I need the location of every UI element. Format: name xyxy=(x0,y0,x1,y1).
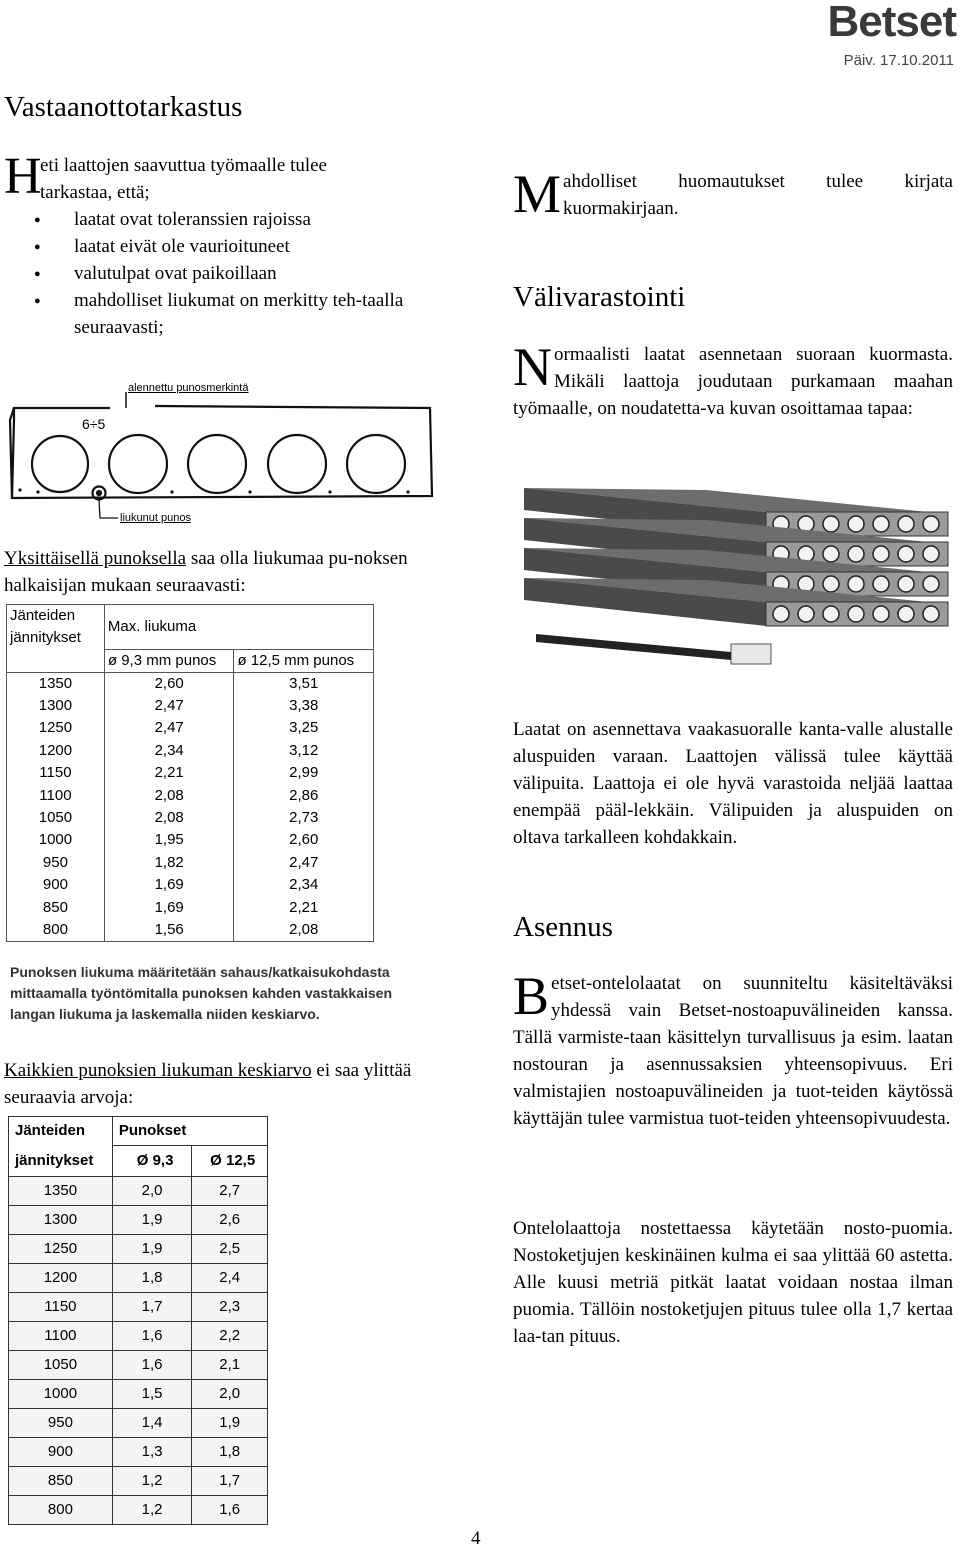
table-cell: 1,82 xyxy=(104,852,234,874)
paragraph-lifting-boom: Ontelolaattoja nostettaessa käytetään nosto-puomia. Nostoketjujen keskinäinen kulma ei saa ylittää 60 astetta. Alle kuusi metriä pitkät laatat voidaan nostaa ilman puomia. Tällöin nostoketjujen pituus tulee olla 1,7 kertaa laa-tan pituus. xyxy=(513,1218,953,1347)
paragraph-average-slip xyxy=(4,1057,434,1111)
page-number: 4 xyxy=(471,1528,481,1549)
intro-line-2: tarkastaa, että; xyxy=(40,182,150,203)
table-cell: 1300 xyxy=(9,1206,113,1235)
table-cell: 2,34 xyxy=(104,740,234,762)
table-cell: 2,6 xyxy=(192,1206,268,1235)
table-cell: 2,47 xyxy=(104,695,234,717)
table-cell: 900 xyxy=(9,1438,113,1467)
list-item: ● laatat eivät ole vaurioituneet xyxy=(4,233,424,260)
slab-core xyxy=(823,546,839,562)
list-item: ● laatat ovat toleranssien rajoissa xyxy=(4,206,424,233)
table-cell: 1350 xyxy=(9,1177,113,1206)
table-cell: 2,1 xyxy=(192,1351,268,1380)
slab-core xyxy=(773,606,789,622)
table-cell: 2,0 xyxy=(192,1380,268,1409)
table-cell: 1000 xyxy=(7,829,105,851)
slab-core xyxy=(848,606,864,622)
table-cell: 2,99 xyxy=(234,762,374,784)
table-cell: 2,5 xyxy=(192,1235,268,1264)
table-cell: 2,7 xyxy=(192,1177,268,1206)
table-cell: 3,38 xyxy=(234,695,374,717)
table-cell: 1200 xyxy=(7,740,105,762)
table-cell: 1,6 xyxy=(192,1496,268,1525)
table-row xyxy=(7,807,374,829)
table-cell: 2,21 xyxy=(104,762,234,784)
table-cell: 1200 xyxy=(9,1264,113,1293)
table-cell: 2,2 xyxy=(192,1322,268,1351)
table-row xyxy=(9,1409,268,1438)
table-row xyxy=(9,1380,268,1409)
sketch-label-bottom: liukunut punos xyxy=(120,512,191,524)
table-cell: 2,3 xyxy=(192,1293,268,1322)
paragraph-storage-rules: Laatat on asennettava vaakasuoralle kanta-valle alustalle aluspuiden varaan. Laattojen välissä tulee käyttää välipuita. Laattoja ei ole hyvä varastoida neljää laattaa enempää pääl-lekkäin. Välipuiden ja aluspuiden on oltava tarkalleen kohdakkain. xyxy=(513,719,953,848)
table-row xyxy=(7,852,374,874)
table-cell: 2,34 xyxy=(234,874,374,896)
slab-core xyxy=(873,546,889,562)
dropcap-m: M xyxy=(513,164,562,224)
table-header: ø 9,3 mm punos xyxy=(104,649,234,672)
table-cell: 850 xyxy=(9,1467,113,1496)
table-cell: 2,4 xyxy=(192,1264,268,1293)
stacked-slabs-illustration xyxy=(516,484,952,678)
table-row xyxy=(9,1235,268,1264)
slab-core xyxy=(873,516,889,532)
table-cell: 950 xyxy=(9,1409,113,1438)
title-vastaanottotarkastus: Vastaanottotarkastus xyxy=(4,91,243,123)
table-cell: 800 xyxy=(7,919,105,942)
paragraph-text: ei saa ylittää seuraavia arvoja: xyxy=(4,1060,412,1108)
paragraph-storage xyxy=(513,337,953,422)
dropcap-n: N xyxy=(513,337,552,397)
underlined-text: Kaikkien punoksien liukuman keskiarvo xyxy=(4,1060,312,1081)
date-label: Päiv. 17.10.2011 xyxy=(843,52,954,69)
table-cell: 1,6 xyxy=(112,1351,192,1380)
list-item: ● valutulpat ovat paikoillaan xyxy=(4,260,424,287)
table-header: Punokset xyxy=(112,1117,267,1146)
table-cell: 1050 xyxy=(7,807,105,829)
table-cell: 1,5 xyxy=(112,1380,192,1409)
table-cell: 1,7 xyxy=(192,1467,268,1496)
base-support xyxy=(536,634,731,660)
table-cell: 1,6 xyxy=(112,1322,192,1351)
table-cell: 1,9 xyxy=(112,1206,192,1235)
table-cell: 2,08 xyxy=(104,785,234,807)
slab-core xyxy=(898,516,914,532)
paragraph-single-strand xyxy=(4,545,434,599)
table-cell: 3,12 xyxy=(234,740,374,762)
table-cell: 2,21 xyxy=(234,897,374,919)
table-cell: 950 xyxy=(7,852,105,874)
sketch-label-top: alennettu punosmerkintä xyxy=(128,382,249,394)
table-cell: 1,3 xyxy=(112,1438,192,1467)
table-row xyxy=(9,1206,268,1235)
table-row xyxy=(7,919,374,942)
table-cell: 1100 xyxy=(7,785,105,807)
table-average-slip xyxy=(8,1116,268,1525)
table-row xyxy=(9,1293,268,1322)
table-cell: 2,60 xyxy=(234,829,374,851)
table-cell: 1000 xyxy=(9,1380,113,1409)
intro-line-1: eti laattojen saavuttua työmaalle tulee xyxy=(40,155,327,176)
table-cell: 1250 xyxy=(7,717,105,739)
table-cell: 1,2 xyxy=(112,1467,192,1496)
table-header: Ø 9,3 xyxy=(112,1146,192,1177)
slab-core xyxy=(923,606,939,622)
paragraph-remarks xyxy=(513,164,953,224)
table-row xyxy=(9,1467,268,1496)
table-cell: 850 xyxy=(7,897,105,919)
slab-core xyxy=(898,576,914,592)
table-cell: 1,8 xyxy=(192,1438,268,1467)
table-row xyxy=(9,1177,268,1206)
table-cell: 1,69 xyxy=(104,897,234,919)
slab-core xyxy=(823,606,839,622)
table-cell: 1,8 xyxy=(112,1264,192,1293)
heading-asennus: Asennus xyxy=(513,911,613,943)
table-row xyxy=(9,1351,268,1380)
table-cell: 1300 xyxy=(7,695,105,717)
sketch-label-value: 6÷5 xyxy=(82,416,106,432)
table-cell: 2,86 xyxy=(234,785,374,807)
table-cell: 900 xyxy=(7,874,105,896)
table-cell: 1250 xyxy=(9,1235,113,1264)
slab-core xyxy=(848,546,864,562)
slab-core xyxy=(898,546,914,562)
table-cell: 1,69 xyxy=(104,874,234,896)
table-row xyxy=(7,762,374,784)
table-header: ø 12,5 mm punos xyxy=(234,649,374,672)
table-cell: 1,95 xyxy=(104,829,234,851)
heading-valivarastointi: Välivarastointi xyxy=(513,281,686,313)
table-cell: 2,47 xyxy=(104,717,234,739)
paragraph-text: saa olla liukumaa pu-noksen halkaisijan mukaan seuraavasti: xyxy=(4,548,408,596)
table-cell: 1350 xyxy=(7,672,105,695)
slab-core xyxy=(798,606,814,622)
list-item: ● mahdolliset liukumat on merkitty teh-taalla seuraavasti; xyxy=(4,287,404,341)
table-row xyxy=(9,1496,268,1525)
slab-core xyxy=(823,516,839,532)
table-cell: 1,9 xyxy=(112,1235,192,1264)
table-header: jännitykset xyxy=(9,1146,113,1177)
table-row xyxy=(9,1322,268,1351)
slab-core xyxy=(848,516,864,532)
slab-core xyxy=(823,576,839,592)
slab-sketch xyxy=(0,378,440,528)
slab-core xyxy=(873,606,889,622)
table-cell: 1100 xyxy=(9,1322,113,1351)
paragraph-text: etset-ontelolaatat on suunniteltu käsiteltäväksi yhdessä vain Betset-nostoapuvälineiden kanssa. Tällä varmiste-taan käsittelyn turvallisuus ja esim. laatan nostouran ja asennussaksien yhteensopivuus. Eri valmistajien nostoapuvälineiden ja tuot-teiden käytössä käyttäjän tulee varmistua tuot-teiden yhteensopivuudesta. xyxy=(513,973,953,1129)
table-cell: 1,9 xyxy=(192,1409,268,1438)
table-row xyxy=(9,1438,268,1467)
table-cell: 1,4 xyxy=(112,1409,192,1438)
table-cell: 1050 xyxy=(9,1351,113,1380)
table-cell: 800 xyxy=(9,1496,113,1525)
table-row xyxy=(7,672,374,695)
slab-core xyxy=(898,606,914,622)
table-cell: 2,73 xyxy=(234,807,374,829)
underlined-text: Yksittäisellä punoksella xyxy=(4,548,187,569)
table-cell: 3,25 xyxy=(234,717,374,739)
dropcap-b: B xyxy=(513,966,550,1026)
table-row xyxy=(7,717,374,739)
table-cell: 1150 xyxy=(9,1293,113,1322)
slab-core xyxy=(848,576,864,592)
betset-logo: Betset xyxy=(827,0,956,46)
slab-core xyxy=(873,576,889,592)
paragraph-text: ormaalisti laatat asennetaan suoraan kuormasta. Mikäli laattoja joudutaan purkamaan maahan työmaalle, on noudatetta-va kuvan osoittamaa tapaa: xyxy=(513,344,953,419)
inspection-list xyxy=(4,206,424,341)
table-row xyxy=(7,829,374,851)
table-cell: 2,0 xyxy=(112,1177,192,1206)
table-header: Ø 12,5 xyxy=(192,1146,268,1177)
measurement-note: Punoksen liukuma määritetään sahaus/katkaisukohdasta mittaamalla työntömitalla punoksen kahden vastakkaisen langan liukuma ja laskemalla niiden keskiarvo. xyxy=(10,964,393,1022)
table-row xyxy=(7,897,374,919)
table-cell: 2,47 xyxy=(234,852,374,874)
table-cell: 1,2 xyxy=(112,1496,192,1525)
table-row xyxy=(7,874,374,896)
table-header: Max. liukuma xyxy=(104,605,373,650)
table-cell: 3,51 xyxy=(234,672,374,695)
slab-core xyxy=(923,516,939,532)
slab-core xyxy=(923,576,939,592)
table-max-slip xyxy=(6,604,374,942)
table-row xyxy=(7,740,374,762)
table-header: Jänteiden xyxy=(9,1117,113,1146)
slab-core xyxy=(923,546,939,562)
table-cell: 1150 xyxy=(7,762,105,784)
table-row xyxy=(9,1264,268,1293)
table-cell: 2,08 xyxy=(234,919,374,942)
intro-paragraph xyxy=(4,148,424,341)
table-row xyxy=(7,695,374,717)
paragraph-text: ahdolliset huomautukset tulee kirjata kuormakirjaan. xyxy=(563,171,953,219)
table-cell: 2,60 xyxy=(104,672,234,695)
table-cell: 2,08 xyxy=(104,807,234,829)
table-cell: 1,56 xyxy=(104,919,234,942)
base-support xyxy=(731,644,771,664)
table-cell: 1,7 xyxy=(112,1293,192,1322)
dropcap-h: H xyxy=(4,148,42,205)
table-row xyxy=(7,785,374,807)
paragraph-lifting-tools xyxy=(513,966,953,1132)
table-header: Jänteiden jännitykset xyxy=(7,605,105,650)
